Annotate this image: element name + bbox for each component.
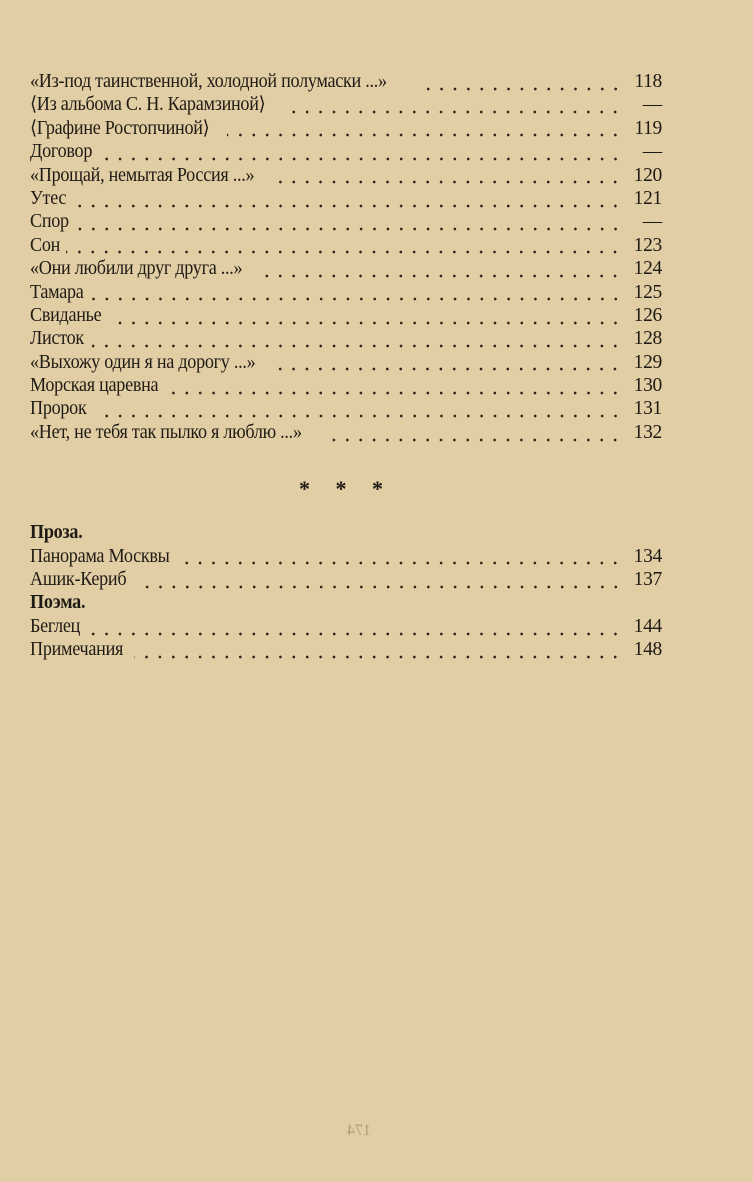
- toc-entry: [30, 164, 662, 187]
- toc-entry: [30, 374, 662, 397]
- dot-leader: [95, 414, 622, 418]
- entry-title: Сон: [30, 234, 61, 256]
- dot-leader: [262, 274, 622, 278]
- toc-entry: [30, 117, 662, 140]
- dot-leader: [276, 367, 622, 371]
- toc-entry: [30, 93, 662, 116]
- entry-title: Ашик-Кериб: [30, 569, 127, 591]
- toc-entry: [30, 327, 662, 350]
- entry-page: 118: [634, 71, 662, 92]
- dot-leader: [138, 585, 622, 589]
- dot-leader: [172, 391, 622, 395]
- entry-page: 125: [633, 281, 662, 303]
- entry-page: 121: [633, 187, 662, 209]
- entry-title: Беглец: [30, 615, 81, 637]
- toc-entry: [30, 568, 662, 591]
- entry-page: 120: [633, 164, 662, 186]
- toc-entry: [30, 234, 662, 257]
- entry-page: —: [642, 141, 662, 163]
- entry-page: 129: [633, 351, 662, 373]
- entry-title: «Из-под таинственной, холодной полумаски ...»: [30, 71, 387, 92]
- entry-title: Примечания: [30, 639, 124, 661]
- toc-entry: [30, 615, 662, 638]
- dot-leader: [326, 438, 622, 442]
- entry-title: «Нет, не тебя так пылко я люблю ...»: [30, 421, 302, 443]
- dot-leader: [418, 87, 622, 91]
- dot-leader: [101, 157, 622, 161]
- entry-page: 128: [633, 328, 662, 350]
- toc-entry: [30, 140, 662, 163]
- dot-leader: [88, 632, 622, 636]
- dot-leader: [92, 297, 622, 301]
- entry-title: Морская царевна: [30, 375, 159, 397]
- entry-title: Тамара: [30, 281, 84, 303]
- entry-title: Договор: [30, 141, 93, 163]
- entry-title: Спор: [30, 211, 69, 233]
- toc-entry: [30, 281, 662, 304]
- entry-page: —: [642, 211, 662, 233]
- entry-page: 119: [634, 117, 662, 139]
- dot-leader: [227, 133, 622, 137]
- entry-title: «Прощай, немытая Россия ...»: [30, 164, 255, 186]
- toc-entry: [30, 70, 662, 93]
- entry-page: 126: [633, 304, 662, 326]
- entry-title: Листок: [30, 328, 84, 350]
- entry-page: 132: [633, 421, 662, 443]
- toc-entry: [30, 257, 662, 280]
- entry-page: —: [642, 94, 662, 116]
- entry-page: 131: [633, 398, 662, 420]
- dot-leader: [111, 321, 622, 325]
- dot-leader: [134, 655, 622, 659]
- dot-leader: [92, 344, 622, 348]
- entry-title: «Они любили друг друга ...»: [30, 258, 243, 280]
- toc-entry: [30, 210, 662, 233]
- entry-page: 130: [633, 375, 662, 397]
- toc-entry: [30, 351, 662, 374]
- entry-title: Пророк: [30, 398, 87, 420]
- entry-title: ⟨Из альбома С. Н. Карамзиной⟩: [30, 94, 266, 116]
- entry-title: «Выхожу один я на дорогу ...»: [30, 351, 256, 373]
- entry-title: Панорама Москвы: [30, 545, 170, 567]
- toc-entry: [30, 421, 662, 444]
- section-heading: [30, 591, 662, 614]
- entry-page: 148: [633, 639, 662, 661]
- entry-page: 123: [633, 234, 662, 256]
- dot-leader: [66, 250, 622, 254]
- entry-title: Утес: [30, 187, 67, 209]
- section-title: Проза.: [30, 522, 83, 544]
- show-through-page-number: 174: [347, 1122, 371, 1139]
- entry-title: ⟨Графине Ростопчиной⟩: [30, 117, 210, 139]
- dot-leader: [73, 204, 622, 208]
- toc-entry: [30, 545, 662, 568]
- entry-page: 124: [633, 258, 662, 280]
- entry-page: 134: [633, 545, 662, 567]
- toc-entry: [30, 397, 662, 420]
- dot-leader: [76, 227, 622, 231]
- toc-entry: [30, 187, 662, 210]
- toc-entry: [30, 638, 662, 661]
- entry-title: Свиданье: [30, 304, 102, 326]
- section-separator: * * *: [299, 476, 393, 501]
- dot-leader: [275, 180, 622, 184]
- dot-leader: [287, 110, 622, 114]
- dot-leader: [184, 561, 622, 565]
- table-of-contents: [30, 70, 662, 662]
- section-heading: [30, 521, 662, 544]
- toc-entry: [30, 304, 662, 327]
- entry-page: 137: [633, 569, 662, 591]
- section-title: Поэма.: [30, 592, 86, 614]
- entry-page: 144: [633, 615, 662, 637]
